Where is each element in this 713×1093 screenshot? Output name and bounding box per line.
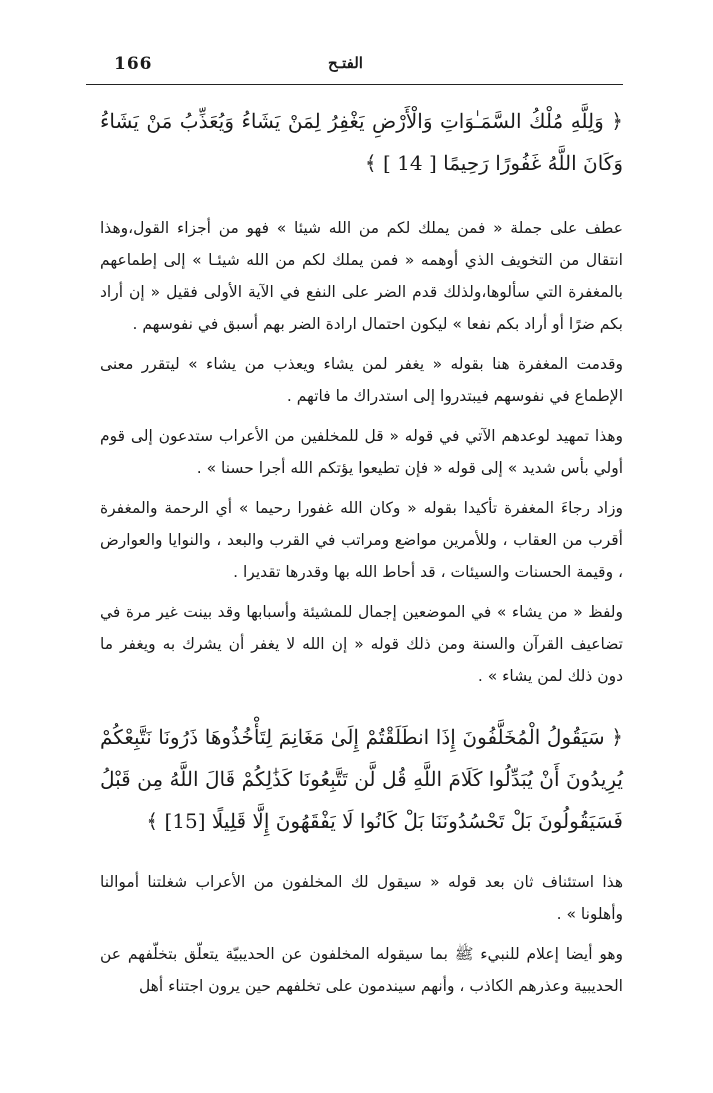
spacer — [100, 588, 623, 596]
spacer — [100, 184, 623, 212]
paragraph-7: وهو أيضا إعلام للنبيء ﷺ بما سيقوله المخلفون عن الحديبيّة يتعلّق بتخلّفهم عن الحديبية وعذرهم الكاذب ، وأنهم سيندمون على تخلفهم حين يرون اجتناء أهل — [100, 945, 623, 995]
page-header — [86, 52, 605, 86]
paragraph-4: وزاد رجاءَ المغفرة تأكيدا بقوله « وكان الله غفورا رحيما » أي الرحمة والمغفرة أقرب من العقاب ، وللأمرين مواضع ومراتب في القرب والبعد ، والنوايا والعوارض ، وقيمة الحسنات والسيئات ، قد أحاط الله بها وقدرها تقديرا . — [100, 499, 623, 581]
running-title: الفتـح — [328, 54, 363, 72]
spacer — [100, 930, 623, 938]
paragraph-2: وقدمت المغفرة هنا بقوله « يغفر لمن يشاء ويعذب من يشاء » ليتقرر معنى الإطماع في نفوسهم فيبتدروا إلى استدراك ما فاتهم . — [100, 355, 623, 405]
page-content — [100, 100, 623, 1002]
spacer — [100, 412, 623, 420]
spacer — [100, 340, 623, 348]
header-rule — [86, 84, 623, 85]
quran-verse-15: ﴿ سَيَقُولُ الْمُخَلَّفُونَ إِذَا انطَلَقْتُمْ إِلَىٰ مَغَانِمَ لِتَأْخُذُوهَا ذَرُونَا نَتَّبِعْكُمْ يُرِيدُونَ أَنْ يُبَدِّلُوا كَلَامَ اللَّهِ قُل لَّن تَتَّبِعُونَا كَذَٰلِكُمْ قَالَ اللَّهُ مِن قَبْلُ فَسَيَقُولُونَ بَلْ تَحْسُدُونَنَا بَلْ كَانُوا لَا يَفْقَهُونَ إِلَّا قَلِيلًا [15] ﴾ — [100, 725, 623, 833]
paragraph-3: وهذا تمهيد لوعدهم الآتي في قوله « قل للمخلفين من الأعراب ستدعون إلى قوم أولي بأس شديد » إلى قوله « فإن تطيعوا يؤتكم الله أجرا حسنا » . — [100, 427, 623, 477]
spacer — [100, 692, 623, 716]
paragraph-5: ولفظ « من يشاء » في الموضعين إجمال للمشيئة وأسبابها وقد بينت غير مرة في تضاعيف القرآن والسنة ومن ذلك قوله « إن الله لا يغفر أن يشرك به ويغفر ما دون ذلك لمن يشاء » . — [100, 603, 623, 685]
paragraph-6: هذا استئناف ثان بعد قوله « سيقول لك المخلفون من الأعراب شغلتنا أموالنا وأهلونا » . — [100, 873, 623, 923]
page-number: 166 — [114, 54, 153, 74]
spacer — [100, 842, 623, 866]
paragraph-1: عطف على جملة « فمن يملك لكم من الله شيئا » فهو من أجزاء القول،وهذا انتقال من التخويف الذي أوهمه « فمن يملك لكم من الله شيئـا » إلى إطماعهم بالمغفرة التي سألوها،ولذلك قدم الضر على النفع في الآية الأولى فقيل « إن أراد بكم ضرًا أو أراد بكم نفعا » ليكون احتمال ارادة الضر بهم أسبق في نفوسهم . — [100, 219, 623, 333]
quran-verse-14: ﴿ وَلِلَّهِ مُلْكُ السَّمَـٰوَاتِ وَالْأَرْضِ يَغْفِرُ لِمَنْ يَشَاءُ وَيُعَذِّبُ مَنْ يَشَاءُ وَكَانَ اللَّهُ غَفُورًا رَحِيمًا [ 14 ] ﴾ — [100, 109, 623, 175]
spacer — [100, 484, 623, 492]
